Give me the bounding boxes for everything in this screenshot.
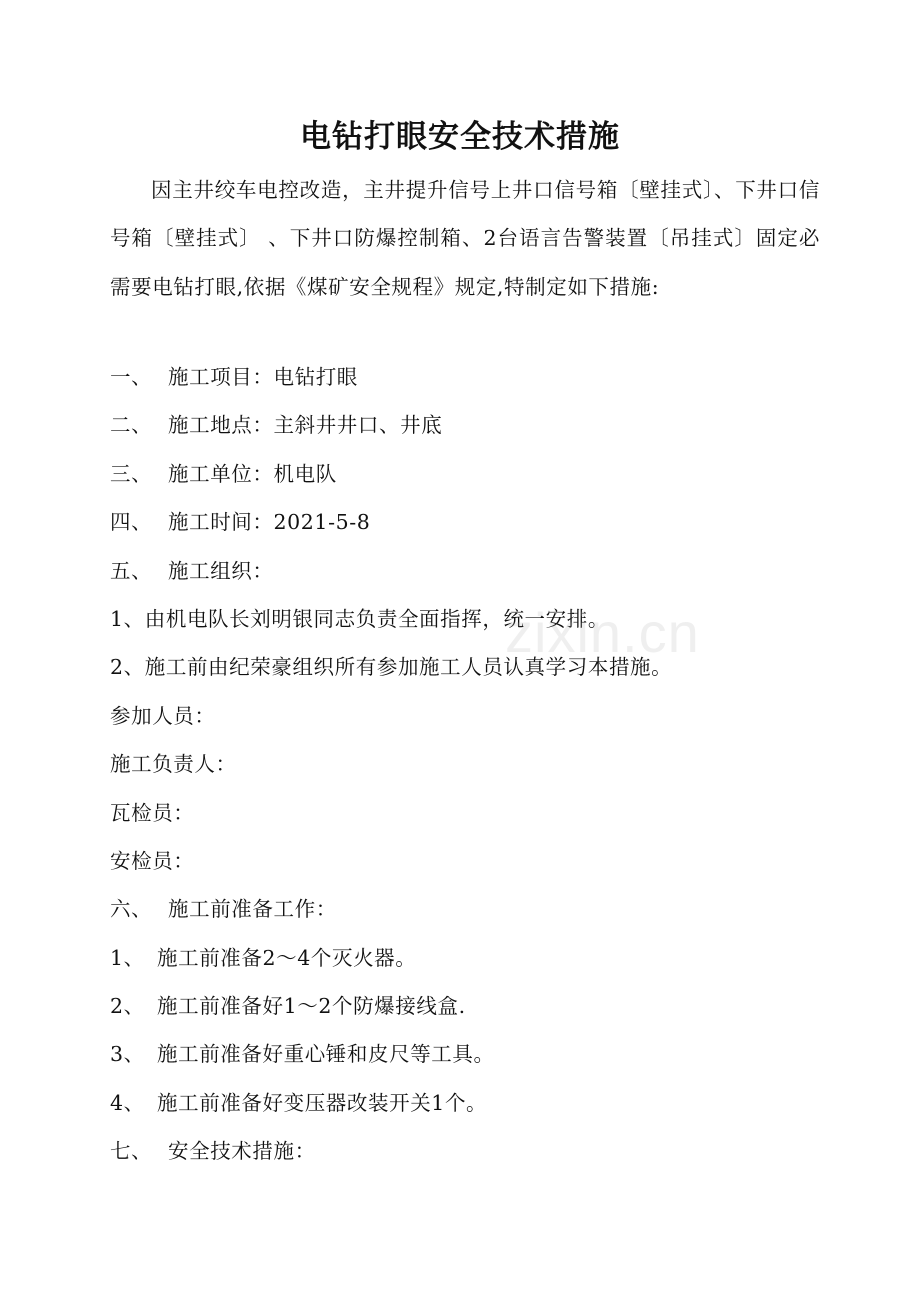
section-text: 2、施工前由纪荣豪组织所有参加施工人员认真学习本措施。 — [110, 655, 673, 680]
section-line — [110, 692, 830, 740]
section-line — [110, 1127, 830, 1175]
section-number: 4、 — [110, 1090, 145, 1115]
section-number: 四、 — [110, 510, 153, 535]
section-number: 六、 — [110, 897, 153, 922]
section-line — [110, 740, 830, 788]
section-text: 施工前准备2～4个灭火器。 — [157, 945, 417, 970]
section-text: 施工组织： — [168, 558, 274, 583]
section-text: 施工前准备工作： — [168, 897, 337, 922]
section-line — [110, 595, 830, 643]
section-line — [110, 789, 830, 837]
section-line — [110, 353, 830, 401]
section-line — [110, 982, 830, 1030]
section-text: 瓦检员： — [110, 800, 195, 825]
section-number: 七、 — [110, 1139, 153, 1164]
section-text: 安检员： — [110, 848, 195, 873]
document-title: 电钻打眼安全技术措施 — [300, 119, 620, 155]
section-text: 参加人员： — [110, 703, 216, 728]
section-text: 施工地点：主斜井井口、井底 — [168, 413, 443, 438]
section-line — [110, 643, 830, 691]
watermark: zixin.cn — [505, 601, 700, 664]
section-line — [110, 1079, 830, 1127]
section-list — [110, 353, 830, 1176]
section-text: 施工前准备好重心锤和皮尺等工具。 — [157, 1042, 495, 1067]
section-number: 二、 — [110, 413, 153, 438]
section-line — [110, 450, 830, 498]
section-number: 2、 — [110, 994, 145, 1019]
section-line — [110, 885, 830, 933]
section-line — [110, 401, 830, 449]
section-line — [110, 837, 830, 885]
section-text: 施工时间：2021-5-8 — [168, 510, 371, 535]
section-text: 1、由机电队长刘明银同志负责全面指挥，统一安排。 — [110, 606, 609, 631]
section-number: 五、 — [110, 558, 153, 583]
intro-paragraph: 因主井绞车电控改造，主井提升信号上井口信号箱〔壁挂式〕、下井口信号箱〔壁挂式〕 、下井口防爆控制箱、2台语言告警装置〔吊挂式〕固定必需要电钻打眼,依据《煤矿安全规程》规定,特制定如下措施: — [110, 178, 820, 299]
section-text: 安全技术措施： — [168, 1139, 316, 1164]
section-number: 1、 — [110, 945, 145, 970]
section-text: 施工前准备好变压器改装开关1个。 — [157, 1090, 488, 1115]
section-line — [110, 498, 830, 546]
section-text: 施工项目：电钻打眼 — [168, 365, 358, 389]
section-text: 施工单位：机电队 — [168, 461, 337, 486]
section-text: 施工负责人： — [110, 752, 237, 777]
section-line — [110, 547, 830, 595]
section-number: 3、 — [110, 1042, 145, 1067]
section-number: 一、 — [110, 365, 153, 389]
section-line — [110, 934, 830, 982]
section-text: 施工前准备好1～2个防爆接线盒. — [157, 994, 466, 1019]
section-line — [110, 1030, 830, 1078]
section-number: 三、 — [110, 461, 153, 486]
